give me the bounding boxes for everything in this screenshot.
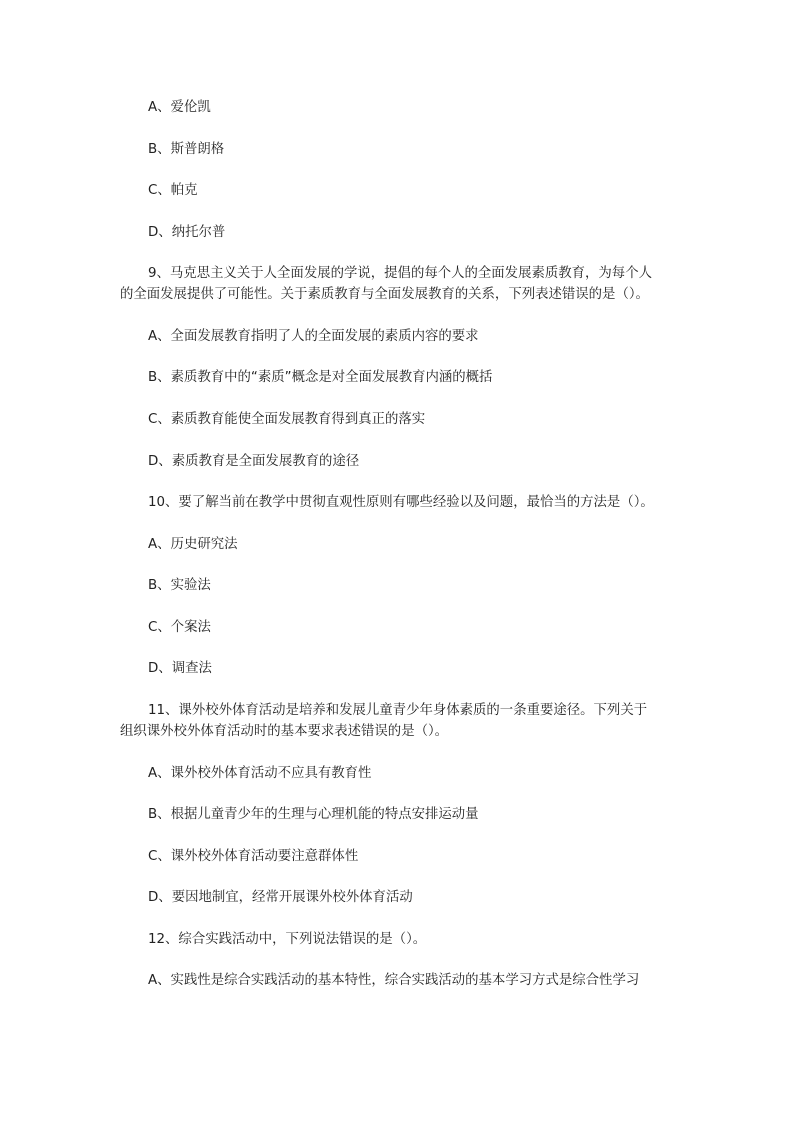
option-line: D、调查法 (148, 661, 212, 676)
option-line: B、实验法 (148, 578, 211, 593)
question-stem-line: 组织课外校外体育活动时的基本要求表述错误的是（）。 (120, 724, 449, 739)
option-line: D、纳托尔普 (148, 225, 226, 240)
option-line: B、根据儿童青少年的生理与心理机能的特点安排运动量 (148, 807, 479, 822)
question-stem-line: 9、马克思主义关于人全面发展的学说，提倡的每个人的全面发展素质教育，为每个人 (148, 266, 652, 281)
option-line: A、爱伦凯 (148, 100, 211, 115)
option-line: C、帕克 (148, 183, 198, 198)
option-line: A、课外校外体育活动不应具有教育性 (148, 766, 372, 781)
option-line: A、全面发展教育指明了人的全面发展的素质内容的要求 (148, 329, 479, 344)
question-stem-line: 的全面发展提供了可能性。关于素质教育与全面发展教育的关系，下列表述错误的是（）。 (120, 287, 649, 302)
option-line: C、课外校外体育活动要注意群体性 (148, 849, 359, 864)
option-line: C、素质教育能使全面发展教育得到真正的落实 (148, 412, 426, 427)
option-line: B、斯普朗格 (148, 142, 225, 157)
question-stem-line: 11、课外校外体育活动是培养和发展儿童青少年身体素质的一条重要途径。下列关于 (148, 703, 648, 718)
option-line: A、历史研究法 (148, 537, 238, 552)
option-line: D、要因地制宜，经常开展课外校外体育活动 (148, 890, 413, 905)
option-line: C、个案法 (148, 620, 211, 635)
option-line: A、实践性是综合实践活动的基本特性，综合实践活动的基本学习方式是综合性学习 (148, 973, 640, 988)
option-line: D、素质教育是全面发展教育的途径 (148, 454, 360, 469)
option-line: B、素质教育中的“素质”概念是对全面发展教育内涵的概括 (148, 370, 493, 385)
question-stem-line: 10、要了解当前在教学中贯彻直观性原则有哪些经验以及问题，最恰当的方法是（）。 (148, 495, 654, 510)
question-stem-line: 12、综合实践活动中，下列说法错误的是（）。 (148, 932, 427, 947)
